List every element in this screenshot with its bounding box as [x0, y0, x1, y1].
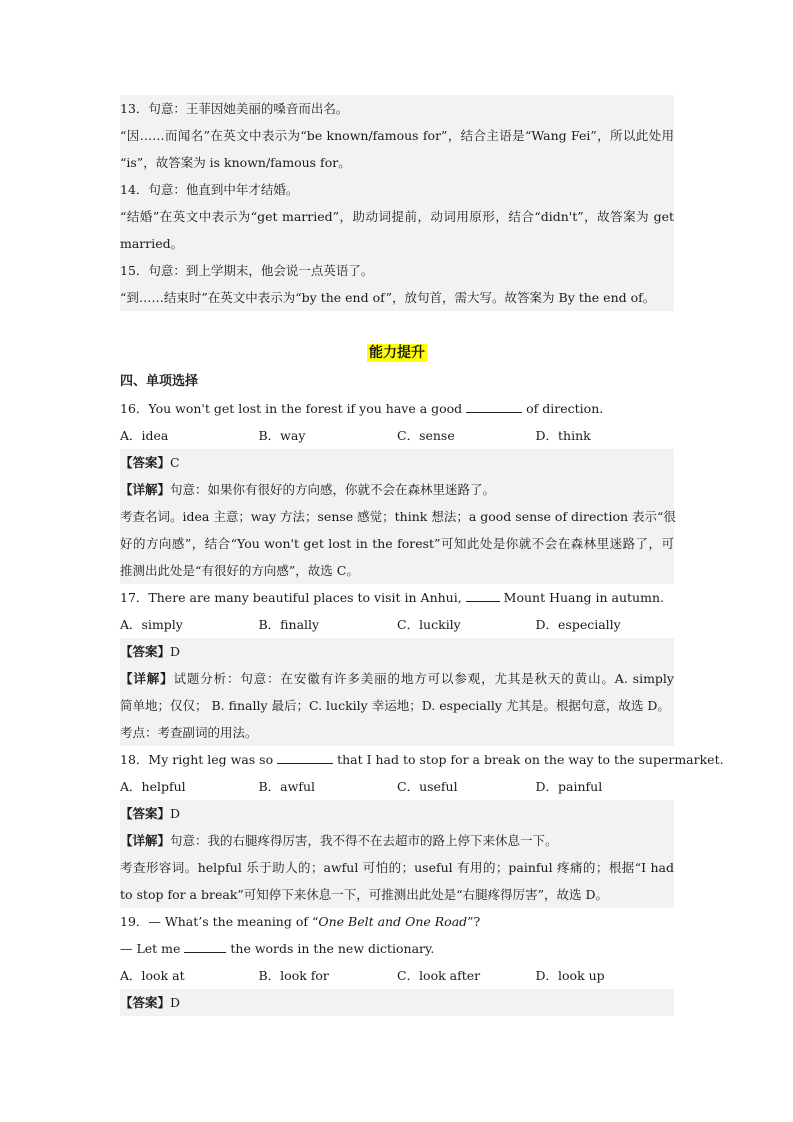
- question-text: of direction.: [522, 401, 604, 416]
- option-b: B．finally: [258, 617, 320, 632]
- answer-line: [120, 449, 674, 476]
- question-text: ”?: [467, 914, 481, 929]
- question-italic: One Belt and One Road: [318, 914, 468, 929]
- text-line: “is”，故答案为 is known/famous for。: [120, 155, 351, 170]
- answer-tag: 【答案】: [120, 455, 171, 470]
- option-c: C．useful: [397, 779, 458, 794]
- answer-blank: [466, 400, 522, 413]
- question-16: [120, 395, 674, 422]
- detail-line: [120, 476, 674, 503]
- answer-line: [120, 638, 674, 665]
- question-text: 16．You won't get lost in the forest if you have a good: [120, 401, 467, 416]
- option-a: A．simply: [120, 617, 183, 632]
- option-c: C．look after: [397, 968, 481, 983]
- option-c: C．sense: [397, 428, 455, 443]
- answer-line: [120, 989, 674, 1016]
- question-text: 19．— What’s the meaning of “: [120, 914, 319, 929]
- answer-block-16: [120, 449, 674, 584]
- answer-value: C: [170, 455, 180, 470]
- text-line: “因……而闻名”在英文中表示为“be known/famous for”，结合主语是“Wang Fei”，所以此处用: [120, 128, 674, 143]
- detail-line: [120, 665, 674, 692]
- option-c: C．luckily: [397, 617, 461, 632]
- option-a: A．look at: [120, 968, 185, 983]
- answer-line: [120, 800, 674, 827]
- answer-tag: 【答案】: [120, 806, 171, 821]
- question-18: [120, 746, 724, 773]
- detail-text: 句意：我的右腿疼得厉害，我不得不在去超市的路上停下来休息一下。: [170, 833, 558, 848]
- answer-blank: [466, 589, 500, 602]
- question-19-reply: [120, 935, 674, 962]
- detail-line: 考点：考查副词的用法。: [120, 725, 258, 740]
- answer-block-17: [120, 638, 674, 746]
- answer-value: D: [170, 995, 181, 1010]
- question-text: — Let me: [120, 941, 185, 956]
- detail-tag: 【详解】: [120, 671, 174, 686]
- answer-blank: [184, 940, 226, 953]
- option-d: D．think: [535, 428, 591, 443]
- text-line: “到……结束时”在英文中表示为“by the end of”，放句首，需大写。故答案为 By the end of。: [120, 290, 656, 305]
- text-line: 15．句意：到上学期末，他会说一点英语了。: [120, 263, 374, 278]
- detail-text: 试题分析：句意：在安徽有许多美丽的地方可以参观，尤其是秋天的黄山。A. simply: [173, 671, 674, 686]
- options-17: [120, 611, 674, 638]
- options-16: [120, 422, 674, 449]
- question-text: Mount Huang in autumn.: [499, 590, 664, 605]
- options-19: [120, 962, 674, 989]
- options-18: [120, 773, 674, 800]
- answer-value: D: [170, 644, 181, 659]
- option-a: A．idea: [120, 428, 169, 443]
- text-line: married。: [120, 236, 184, 251]
- question-17: [120, 584, 674, 611]
- question-19: [120, 908, 674, 935]
- option-b: B．way: [258, 428, 306, 443]
- detail-line: [120, 827, 674, 854]
- detail-line: 推测出此处是“有很好的方向感”，故选 C。: [120, 563, 359, 578]
- option-d: D．painful: [535, 779, 603, 794]
- option-d: D．especially: [535, 617, 621, 632]
- section-title: 四、单项选择: [120, 374, 199, 389]
- answer-block-18: [120, 800, 674, 908]
- explanation-block: [120, 95, 674, 311]
- option-b: B．look for: [258, 968, 329, 983]
- answer-block-19: [120, 989, 674, 1016]
- option-d: D．look up: [535, 968, 605, 983]
- section-heading: 能力提升: [369, 345, 425, 361]
- detail-tag: 【详解】: [120, 482, 171, 497]
- detail-line: 考查名词。idea 主意；way 方法；sense 感觉；think 想法；a good sense of direction 表示“很: [120, 509, 676, 524]
- text-line: “结婚”在英文中表示为“get married”，助动词提前，动词用原形，结合“didn't”，故答案为 get: [120, 209, 674, 224]
- question-text: that I had to stop for a break on the way to the supermarket.: [333, 752, 724, 767]
- answer-value: D: [170, 806, 181, 821]
- detail-line: to stop for a break”可知停下来休息一下，可推测出此处是“右腿疼得厉害”，故选 D。: [120, 887, 609, 902]
- section-heading-wrap: [120, 338, 674, 368]
- answer-tag: 【答案】: [120, 995, 171, 1010]
- document-page: [120, 95, 724, 1016]
- detail-line: 好的方向感”，结合“You won't get lost in the forest”可知此处是你就不会在森林里迷路了，可: [120, 536, 674, 551]
- option-a: A．helpful: [120, 779, 186, 794]
- answer-tag: 【答案】: [120, 644, 171, 659]
- detail-line: 考查形容词。helpful 乐于助人的；awful 可怕的；useful 有用的；painful 疼痛的；根据“I had: [120, 860, 674, 875]
- answer-blank: [277, 751, 333, 764]
- text-line: 13．句意：王菲因她美丽的嗓音而出名。: [120, 101, 349, 116]
- text-line: 14．句意：他直到中年才结婚。: [120, 182, 299, 197]
- question-text: the words in the new dictionary.: [226, 941, 435, 956]
- option-b: B．awful: [258, 779, 316, 794]
- detail-text: 句意：如果你有很好的方向感，你就不会在森林里迷路了。: [170, 482, 496, 497]
- detail-tag: 【详解】: [120, 833, 171, 848]
- detail-line: 简单地；仅仅； B. finally 最后；C. luckily 幸运地；D. especially 尤其是。根据句意，故选 D。: [120, 698, 670, 713]
- question-text: 18．My right leg was so: [120, 752, 278, 767]
- question-text: 17．There are many beautiful places to visit in Anhui,: [120, 590, 466, 605]
